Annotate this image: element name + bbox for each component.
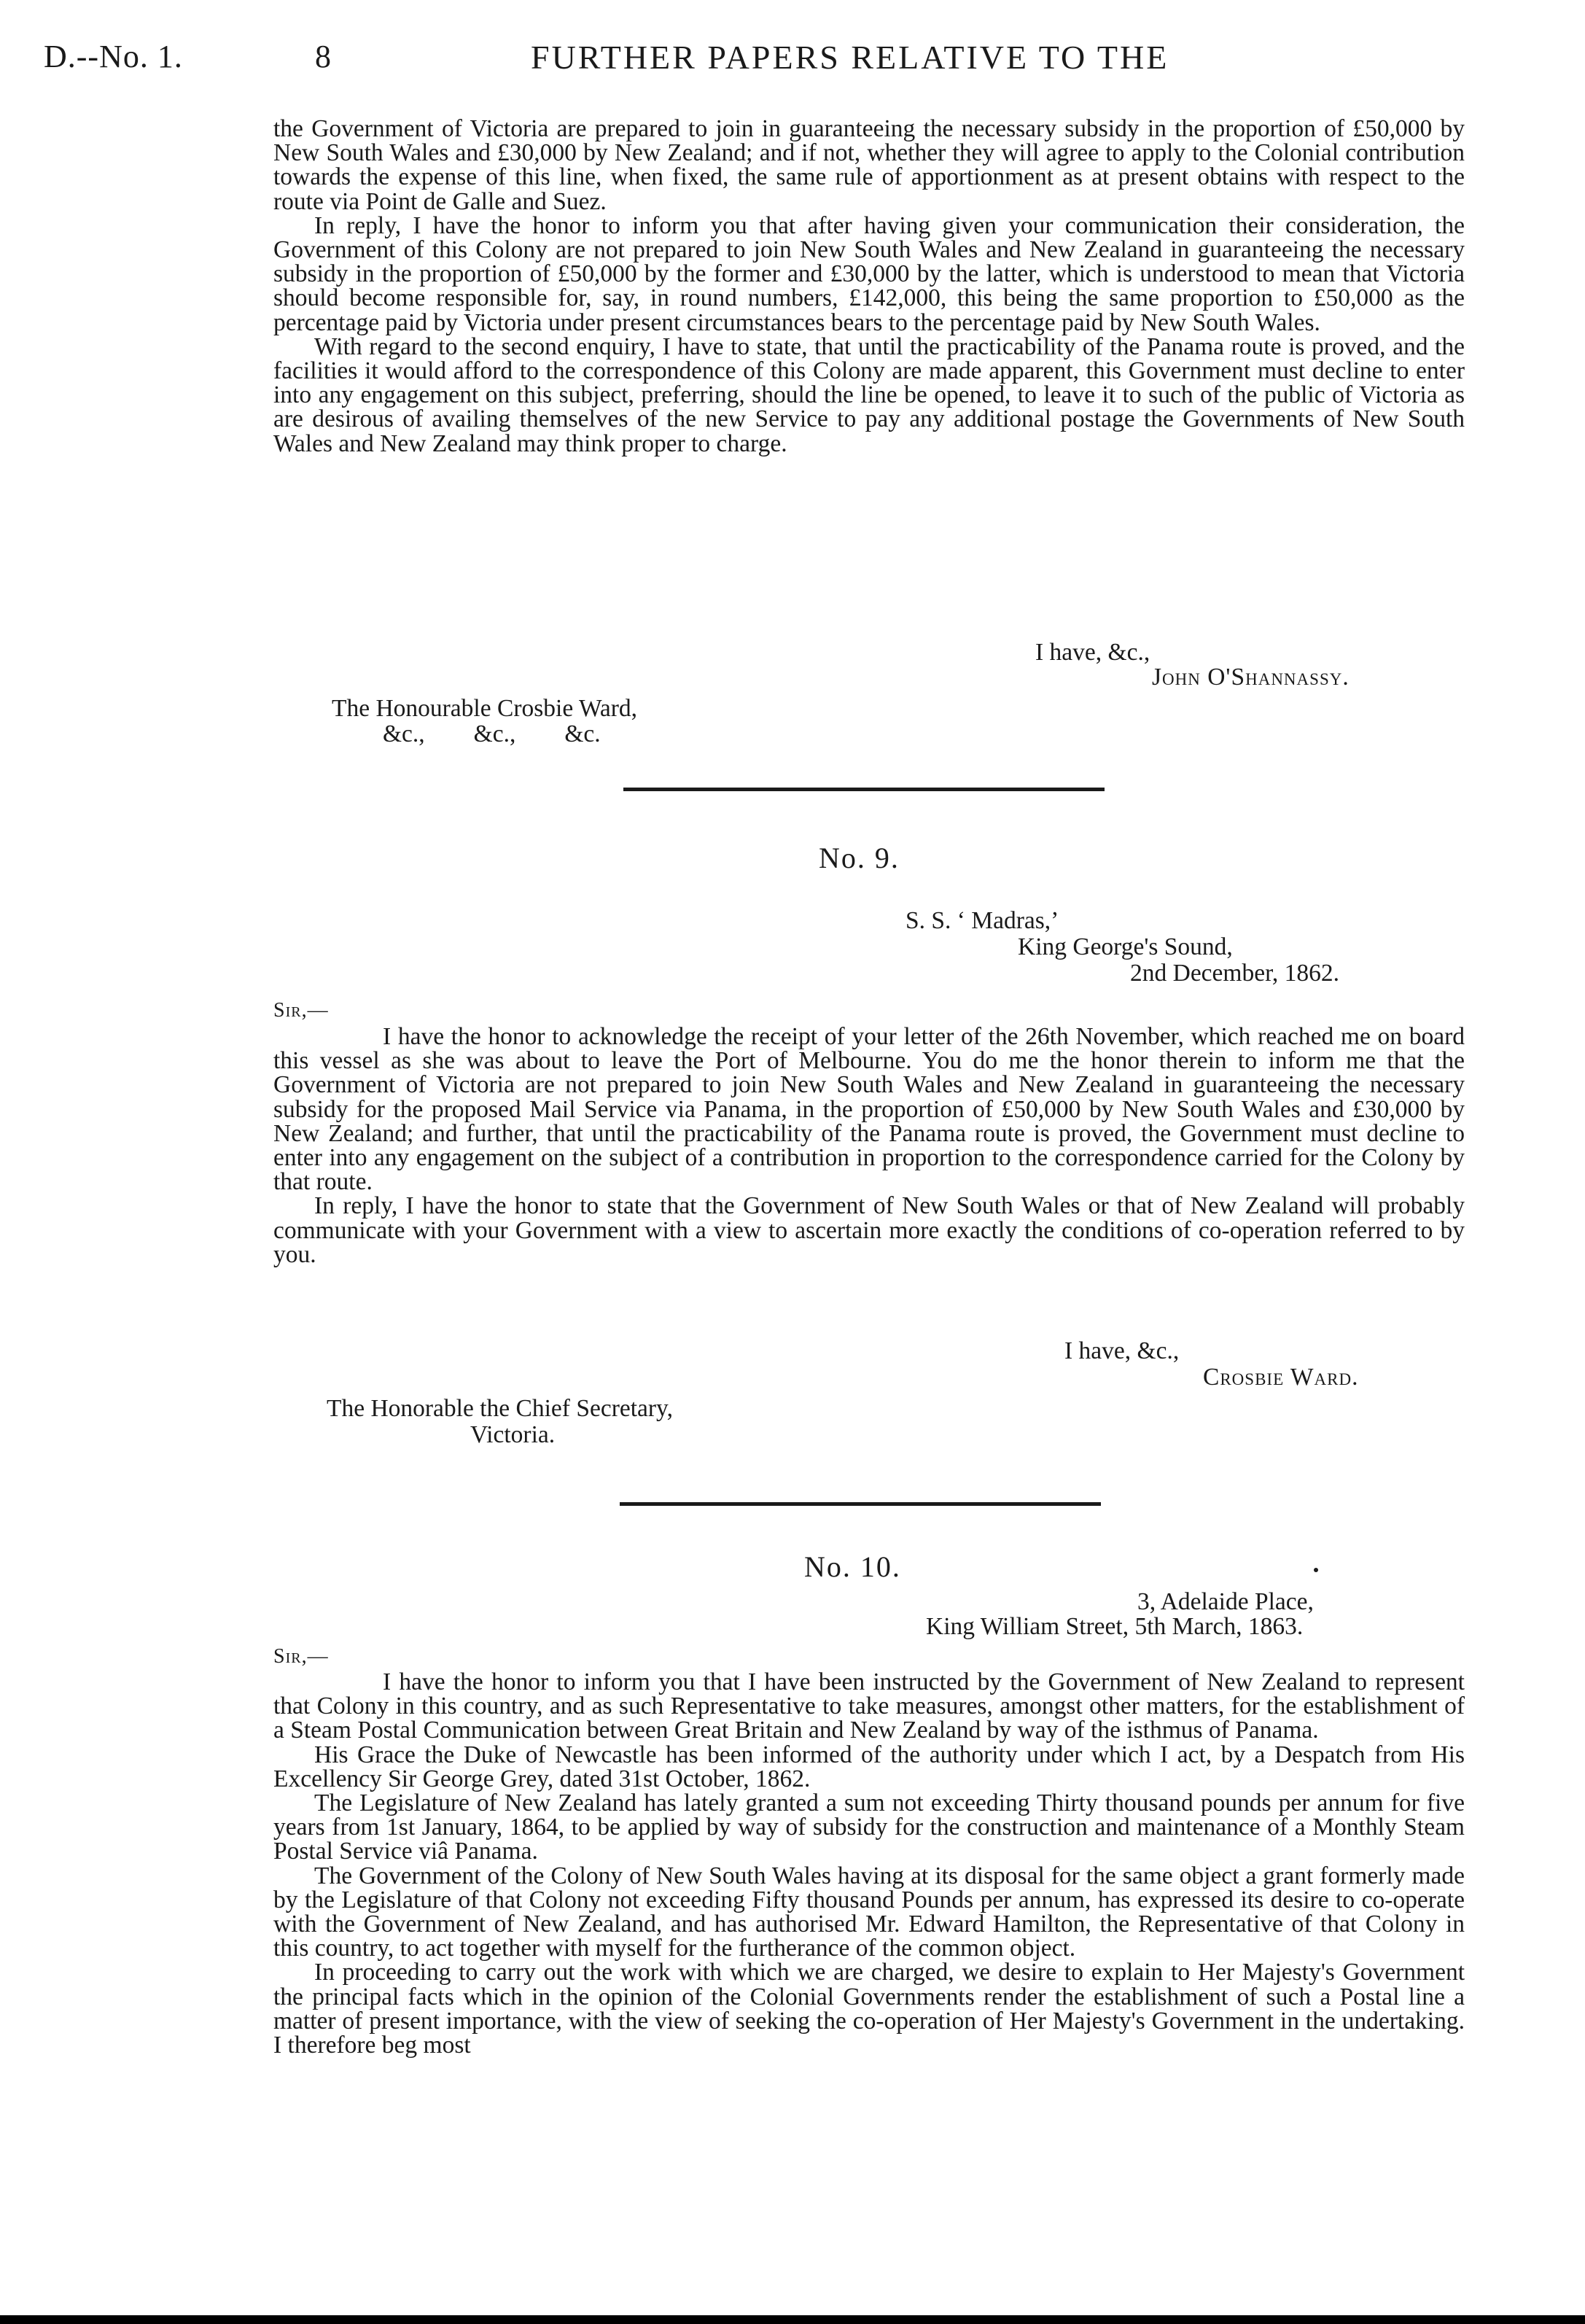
closing: I have, &c., bbox=[1064, 1337, 1180, 1364]
section-divider bbox=[623, 788, 1105, 791]
paragraph: The Government of the Colony of New South Wales having at its disposal for the same object a grant formerly made by the Legislature of that Colony not exceeding Fifty thousand Pounds per annum, has expressed its desire to co-operate with the Government of New Zealand, and has authorised Mr. Edward Hamilton, the Representative of that Colony in this country, to act together with myself for the furtherance of the common object. bbox=[273, 1862, 1465, 1962]
addressee: The Honourable Crosbie Ward, bbox=[332, 695, 638, 722]
letter-no8-body bbox=[273, 117, 1465, 456]
addressee: Victoria. bbox=[470, 1421, 556, 1448]
paragraph: His Grace the Duke of Newcastle has been informed of the authority under which I act, by a Despatch from His Excellency Sir George Grey, dated 31st October, 1862. bbox=[273, 1741, 1465, 1792]
scan-edge bbox=[0, 2315, 1585, 2324]
addressee-etc: &c., &c., &c. bbox=[383, 720, 601, 747]
letter-no10-body bbox=[273, 1670, 1465, 2057]
letter-heading: No. 9. bbox=[819, 842, 900, 874]
paragraph: I have the honor to inform you that I have been instructed by the Government of New Zealand to represent that Colony in this country, and as such Representative to take measures, amongst other matters, for the establishment of a Steam Postal Communication between Great Britain and New Zealand by way of the isthmus of Panama. bbox=[273, 1668, 1465, 1744]
signature: John O'Shannassy. bbox=[1152, 664, 1350, 691]
paragraph: I have the honor to acknowledge the receipt of your letter of the 26th November, which reached me on board this vessel as she was about to leave the Port of Melbourne. You do me the honor therein to inform me that the Government of Victoria are not prepared to join New South Wales and New Zealand in guaranteeing the necessary subsidy for the proposed Mail Service via Panama, in the proportion of £50,000 by New South Wales and £30,000 by New Zealand; and further, that until the practicability of the Panama route is proved, the Government must decline to enter into any engagement on the subject of a contribution in proportion to the correspondence carried for the Colony by that route. bbox=[273, 1023, 1465, 1196]
paragraph: The Legislature of New Zealand has lately granted a sum not exceeding Thirty thousand pounds per annum for five years from 1st January, 1864, to be applied by way of subsidy for the construction and maintenance of a Monthly Steam Postal Service viâ Panama. bbox=[273, 1789, 1465, 1865]
document-reference: D.--No. 1. bbox=[44, 39, 183, 74]
letter-address: King William Street, 5th March, 1863. bbox=[926, 1613, 1304, 1640]
paragraph: the Government of Victoria are prepared to join in guaranteeing the necessary subsidy in the proportion of £50,000 by New South Wales and £30,000 by New Zealand; and if not, whether they will agree to apply to the Colonial contribution towards the expense of this line, when fixed, the same rule of apportionment as at present obtains with respect to the route via Point de Galle and Suez. bbox=[273, 115, 1465, 215]
paragraph: In proceeding to carry out the work with which we are charged, we desire to explain to Her Majesty's Government the principal facts which in the opinion of the Colonial Governments render the establishment of such a Postal line a matter of present importance, with the view of seeking the co-operation of Her Majesty's Government in the undertaking. I therefore beg most bbox=[273, 1959, 1465, 2059]
page-number: 8 bbox=[315, 39, 331, 74]
addressee: The Honorable the Chief Secretary, bbox=[327, 1395, 674, 1422]
letter-heading: No. 10. bbox=[804, 1550, 901, 1583]
signature: Crosbie Ward. bbox=[1203, 1364, 1359, 1391]
paragraph: With regard to the second enquiry, I have to state, that until the practicability of the Panama route is proved, and the facilities it would afford to the correspondence of this Colony are made apparent, this Government must decline to enter into any engagement on this subject, preferring, should the line be opened, to leave it to such of the public of Victoria as are desirous of availing themselves of the new Service to pay any additional postage the Governments of New South Wales and New Zealand may think proper to charge. bbox=[273, 333, 1465, 457]
paragraph: In reply, I have the honor to state that the Government of New South Wales or that of New Zealand will probably communicate with your Government with a view to ascertain more exactly the conditions of co-operation referred to by you. bbox=[273, 1192, 1465, 1268]
running-title: FURTHER PAPERS RELATIVE TO THE bbox=[531, 39, 1169, 76]
letter-date: 2nd December, 1862. bbox=[1130, 960, 1340, 987]
salutation: Sir,— bbox=[273, 999, 329, 1022]
letter-address: S. S. ‘ Madras,’ bbox=[906, 907, 1059, 934]
letter-no9-body bbox=[273, 1025, 1465, 1267]
salutation: Sir,— bbox=[273, 1645, 329, 1668]
speck bbox=[1314, 1568, 1318, 1572]
letter-address: 3, Adelaide Place, bbox=[1137, 1588, 1314, 1615]
closing: I have, &c., bbox=[1035, 639, 1150, 666]
page-header bbox=[44, 38, 1546, 82]
letter-address: King George's Sound, bbox=[1018, 933, 1233, 960]
paragraph: In reply, I have the honor to inform you that after having given your communication their consideration, the Government of this Colony are not prepared to join New South Wales and New Zealand in guaranteeing the necessary subsidy in the proportion of £50,000 by the former and £30,000 by the latter, which is understood to mean that Victoria should become responsible for, say, in round numbers, £142,000, this being the same proportion to £50,000 as the percentage paid by Victoria under present circumstances bears to the percentage paid by New South Wales. bbox=[273, 211, 1465, 336]
section-divider bbox=[620, 1502, 1101, 1506]
